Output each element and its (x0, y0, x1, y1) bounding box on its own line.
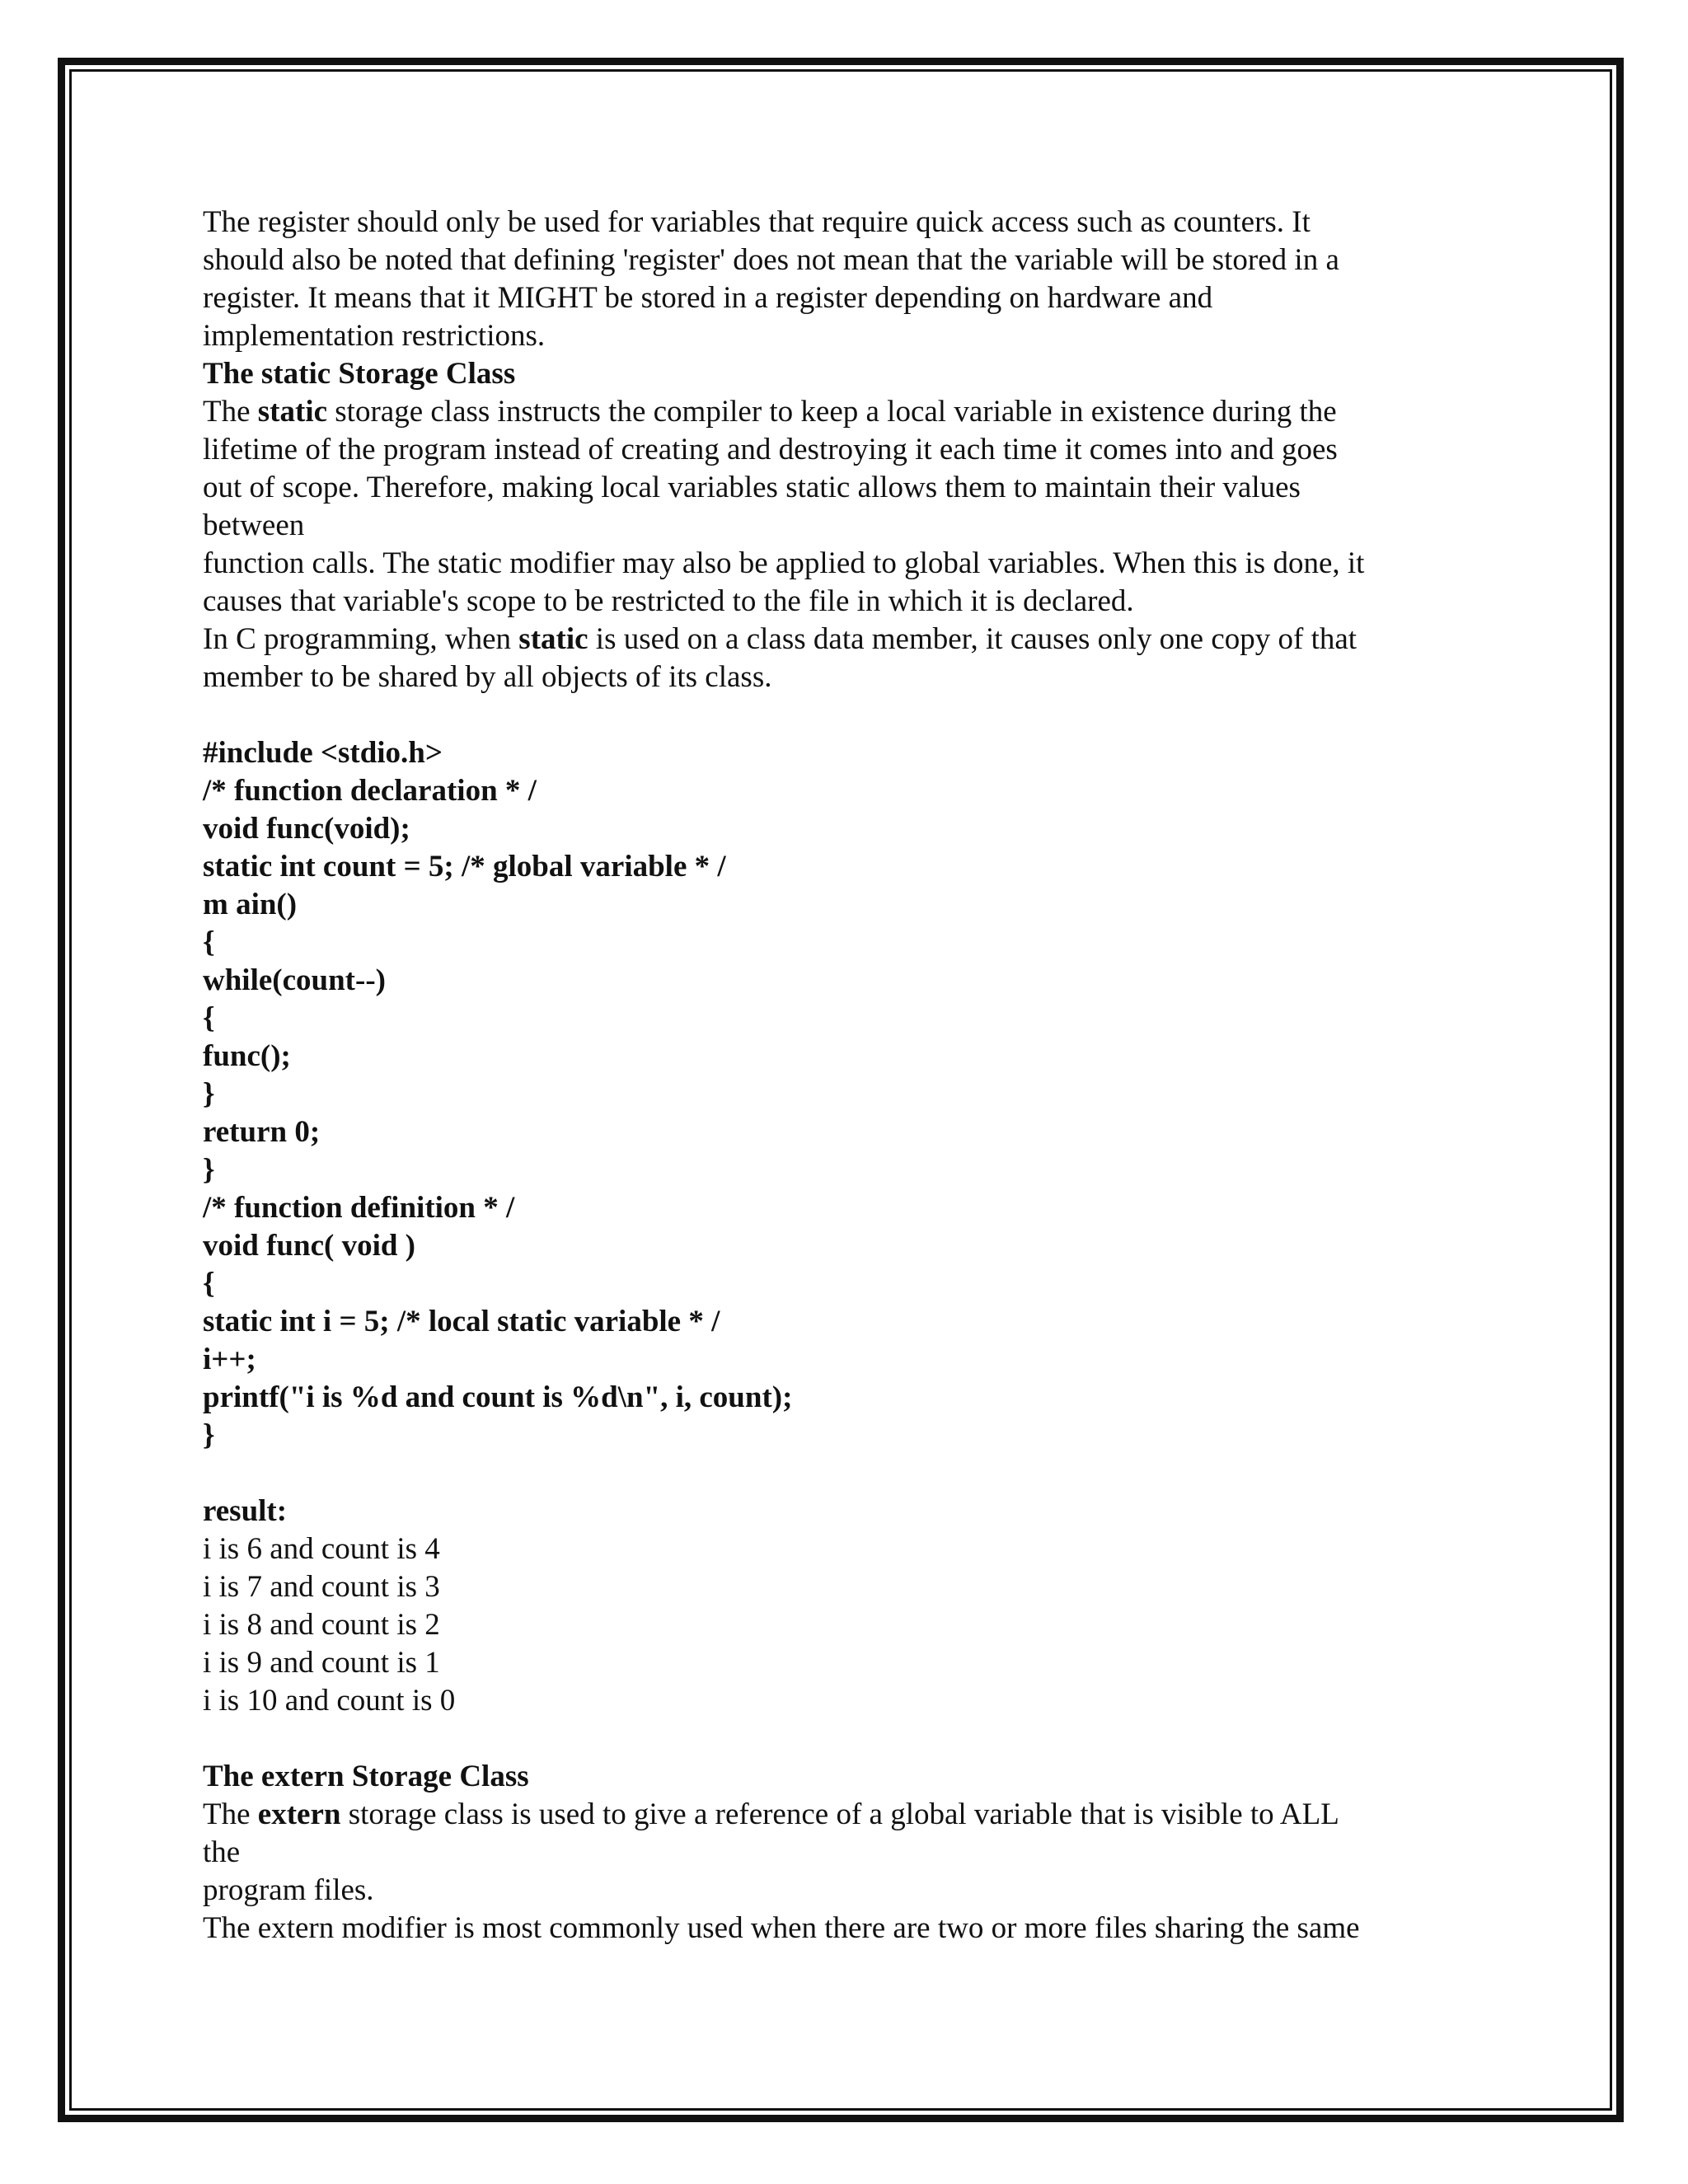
text-line (203, 393, 1489, 431)
code-line: } (203, 1077, 215, 1111)
text-line: member to be shared by all objects of its class. (203, 660, 772, 694)
keyword-static: static (518, 622, 588, 656)
code-line: func(); (203, 1039, 291, 1073)
spacer (203, 1455, 1489, 1493)
result-line: i is 8 and count is 2 (203, 1608, 440, 1642)
code-line: void func(void); (203, 812, 410, 846)
code-line: m ain() (203, 888, 298, 921)
text-run: storage class is used to give a reference of a global variable that is visible to ALL (340, 1797, 1339, 1831)
code-line: printf("i is %d and count is %d\n", i, count); (203, 1380, 793, 1414)
text-run: The (203, 1797, 258, 1831)
code-line: static int count = 5; /* global variable * / (203, 850, 726, 883)
text-run: In C programming, when (203, 622, 519, 656)
static-section-heading: The static Storage Class (203, 357, 516, 391)
result-output (203, 1493, 1489, 1720)
code-line: i++; (203, 1343, 256, 1376)
result-line: i is 7 and count is 3 (203, 1570, 440, 1604)
code-line: #include <stdio.h> (203, 736, 443, 770)
extern-section-heading: The extern Storage Class (203, 1760, 529, 1793)
text-line: implementation restrictions. (203, 319, 546, 353)
text-line (203, 621, 1489, 658)
spacer (203, 696, 1489, 734)
code-line: void func( void ) (203, 1229, 416, 1263)
text-line: causes that variable's scope to be restricted to the file in which it is declared. (203, 584, 1134, 618)
keyword-static: static (257, 395, 328, 429)
spacer (203, 1720, 1489, 1758)
result-line: i is 6 and count is 4 (203, 1532, 440, 1566)
code-line: while(count--) (203, 963, 386, 997)
text-line (203, 1796, 1489, 1834)
code-line: /* function declaration * / (203, 774, 537, 808)
text-line: the (203, 1835, 241, 1869)
document-body (203, 204, 1489, 1947)
text-line: The extern modifier is most commonly used when there are two or more files sharing the same (203, 1911, 1360, 1945)
code-line: { (203, 1267, 215, 1301)
extern-paragraph (203, 1796, 1489, 1947)
text-line: lifetime of the program instead of creating and destroying it each time it comes into and goes (203, 433, 1338, 466)
text-line: The register should only be used for variables that require quick access such as counters. It (203, 205, 1311, 239)
text-line: out of scope. Therefore, making local variables static allows them to maintain their values (203, 471, 1301, 504)
text-run: The (203, 395, 258, 429)
code-line: } (203, 1418, 215, 1452)
code-example (203, 734, 1489, 1455)
result-line: i is 9 and count is 1 (203, 1646, 440, 1680)
keyword-extern: extern (257, 1797, 341, 1831)
register-paragraph (203, 204, 1489, 355)
text-run: storage class instructs the compiler to keep a local variable in existence during the (327, 395, 1337, 429)
result-line: i is 10 and count is 0 (203, 1684, 456, 1718)
code-line: { (203, 926, 215, 959)
static-paragraph (203, 393, 1489, 696)
text-line: between (203, 509, 305, 542)
text-run: is used on a class data member, it causes only one copy of that (588, 622, 1357, 656)
code-line: /* function definition * / (203, 1191, 515, 1225)
text-line: register. It means that it MIGHT be stored in a register depending on hardware and (203, 281, 1213, 315)
code-line: static int i = 5; /* local static variable * / (203, 1305, 720, 1338)
text-line: program files. (203, 1873, 374, 1907)
code-line: } (203, 1153, 215, 1187)
code-line: return 0; (203, 1115, 321, 1149)
text-line: should also be noted that defining 'register' does not mean that the variable will be stored in a (203, 243, 1339, 277)
code-line: { (203, 1001, 215, 1035)
text-line: function calls. The static modifier may also be applied to global variables. When this is done, it (203, 546, 1365, 580)
result-label: result: (203, 1494, 288, 1528)
